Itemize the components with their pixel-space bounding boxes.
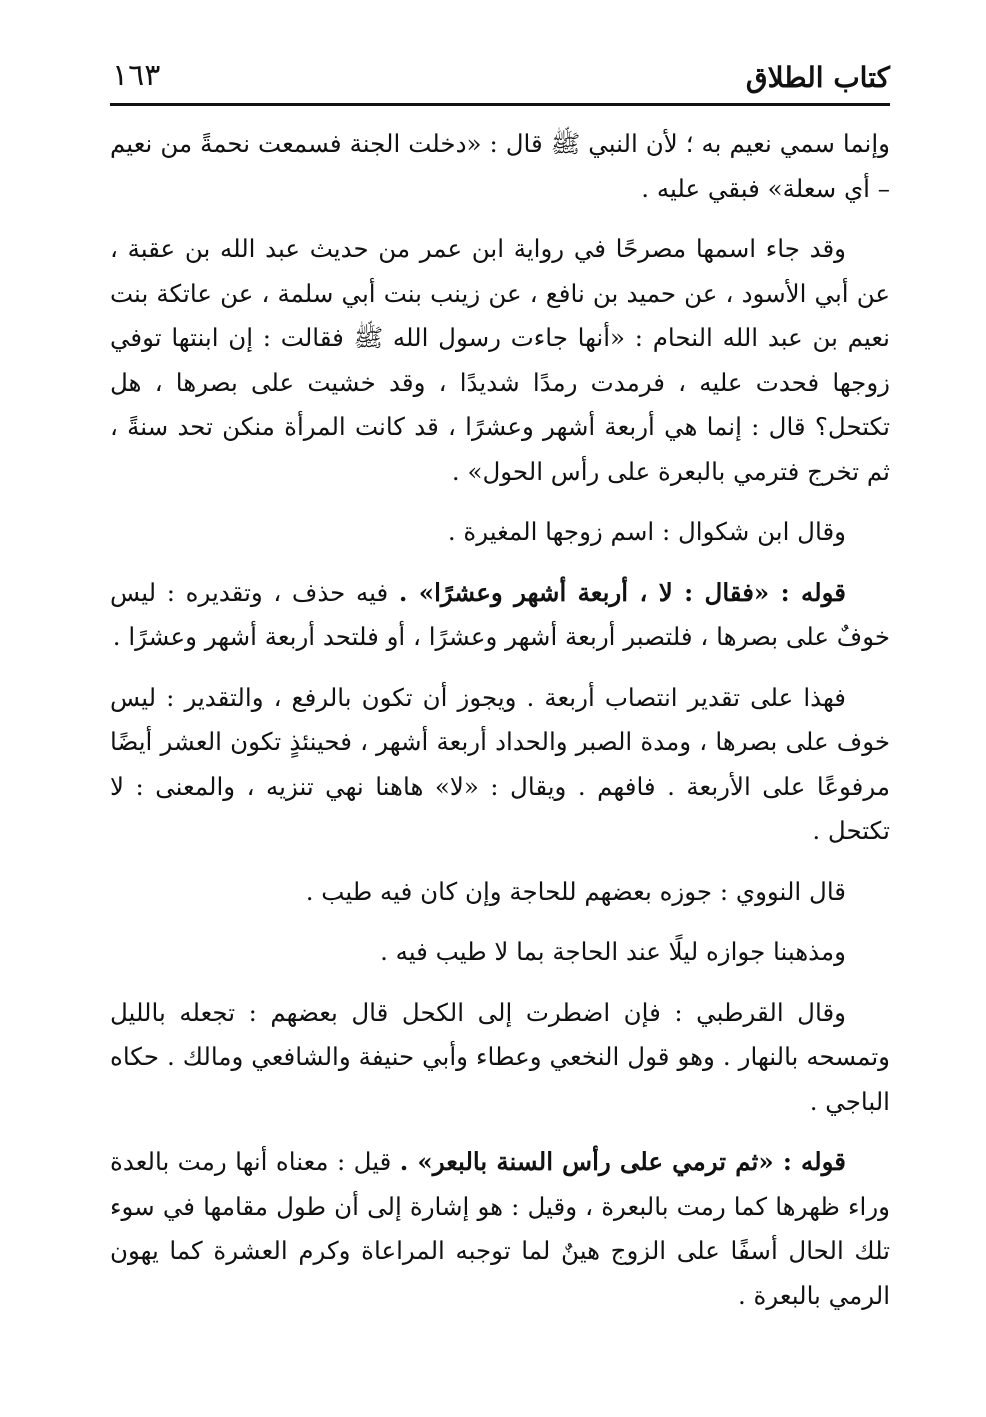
page-header: [112, 58, 890, 98]
paragraph-text: ومذهبنا جوازه ليلًا عند الحاجة بما لا طيب فيه .: [380, 937, 846, 966]
paragraph-1: [110, 122, 890, 211]
page-number: ١٦٣: [112, 58, 161, 93]
commentary-lemma: قوله : «فقال : لا ، أربعة أشهر وعشرًا» .: [398, 577, 847, 607]
paragraph-2: [110, 227, 890, 494]
paragraph-7: [110, 930, 890, 975]
main-text: [110, 122, 890, 1334]
paragraph-3: [110, 510, 890, 555]
paragraph-text: قال النووي : جوزه بعضهم للحاجة وإن كان فيه طيب .: [305, 876, 846, 906]
paragraph-6: [110, 870, 890, 915]
paragraph-text: وقال القرطبي : فإن اضطرت إلى الكحل قال بعضهم : تجعله بالليل وتمسحه بالنهار . وهو قول النخعي وعطاء وأبي حنيفة والشافعي ومالك . حكاه الباجي .: [110, 997, 890, 1116]
paragraph-text: فيه حذف ، وتقديره : ليس خوفٌ على بصرها ، فلتصبر أربعة أشهر وعشرًا ، أو فلتحد أربعة أشهر وعشرًا .: [110, 577, 890, 651]
paragraph-text: وقد جاء اسمها مصرحًا في رواية ابن عمر من حديث عبد الله بن عقبة ، عن أبي الأسود ، عن حميد بن نافع ، عن زينب بنت أبي سلمة ، عن عاتكة بنت نعيم بن عبد الله النحام : «أنها جاءت رسول الله ﷺ فقالت : إن ابنتها توفي زوجها فحدت عليه ، فرمدت رمدًا شديدًا ، وقد خشيت على بصرها ، هل تكتحل؟ قال : إنما هي أربعة أشهر وعشرًا ، قد كانت المرأة منكن تحد سنةً ، ثم تخرج فترمي بالبعرة على رأس الحول» .: [110, 234, 890, 486]
chapter-title: كتاب الطلاق: [745, 61, 890, 94]
header-divider: [110, 103, 890, 106]
paragraph-4: [110, 571, 890, 660]
paragraph-text: وقال ابن شكوال : اسم زوجها المغيرة .: [447, 517, 846, 546]
paragraph-text: فهذا على تقدير انتصاب أربعة . ويجوز أن تكون بالرفع ، والتقدير : ليس خوف على بصرها ، ومدة الصبر والحداد أربعة أشهر ، فحينئذٍ تكون العشر أيضًا مرفوعًا على الأربعة . فافهم . ويقال : «لا» هاهنا نهي تنزيه ، والمعنى : لا تكتحل .: [110, 682, 890, 845]
paragraph-text: وإنما سمي نعيم به ؛ لأن النبي ﷺ قال : «دخلت الجنة فسمعت نحمةً من نعيم – أي سعلة» فبقي عليه .: [110, 129, 890, 203]
paragraph-8: [110, 991, 890, 1125]
paragraph-5: [110, 676, 890, 854]
paragraph-text: قيل : معناه أنها رمت بالعدة وراء ظهرها كما رمت بالبعرة ، وقيل : هو إشارة إلى أن طول مقامها في سوء تلك الحال أسفًا على الزوج هينٌ لما توجبه المراعاة وكرم العشرة كما يهون الرمي بالبعرة .: [110, 1147, 890, 1310]
paragraph-9: [110, 1140, 890, 1318]
commentary-lemma: قوله : «ثم ترمي على رأس السنة بالبعر» .: [399, 1147, 846, 1176]
